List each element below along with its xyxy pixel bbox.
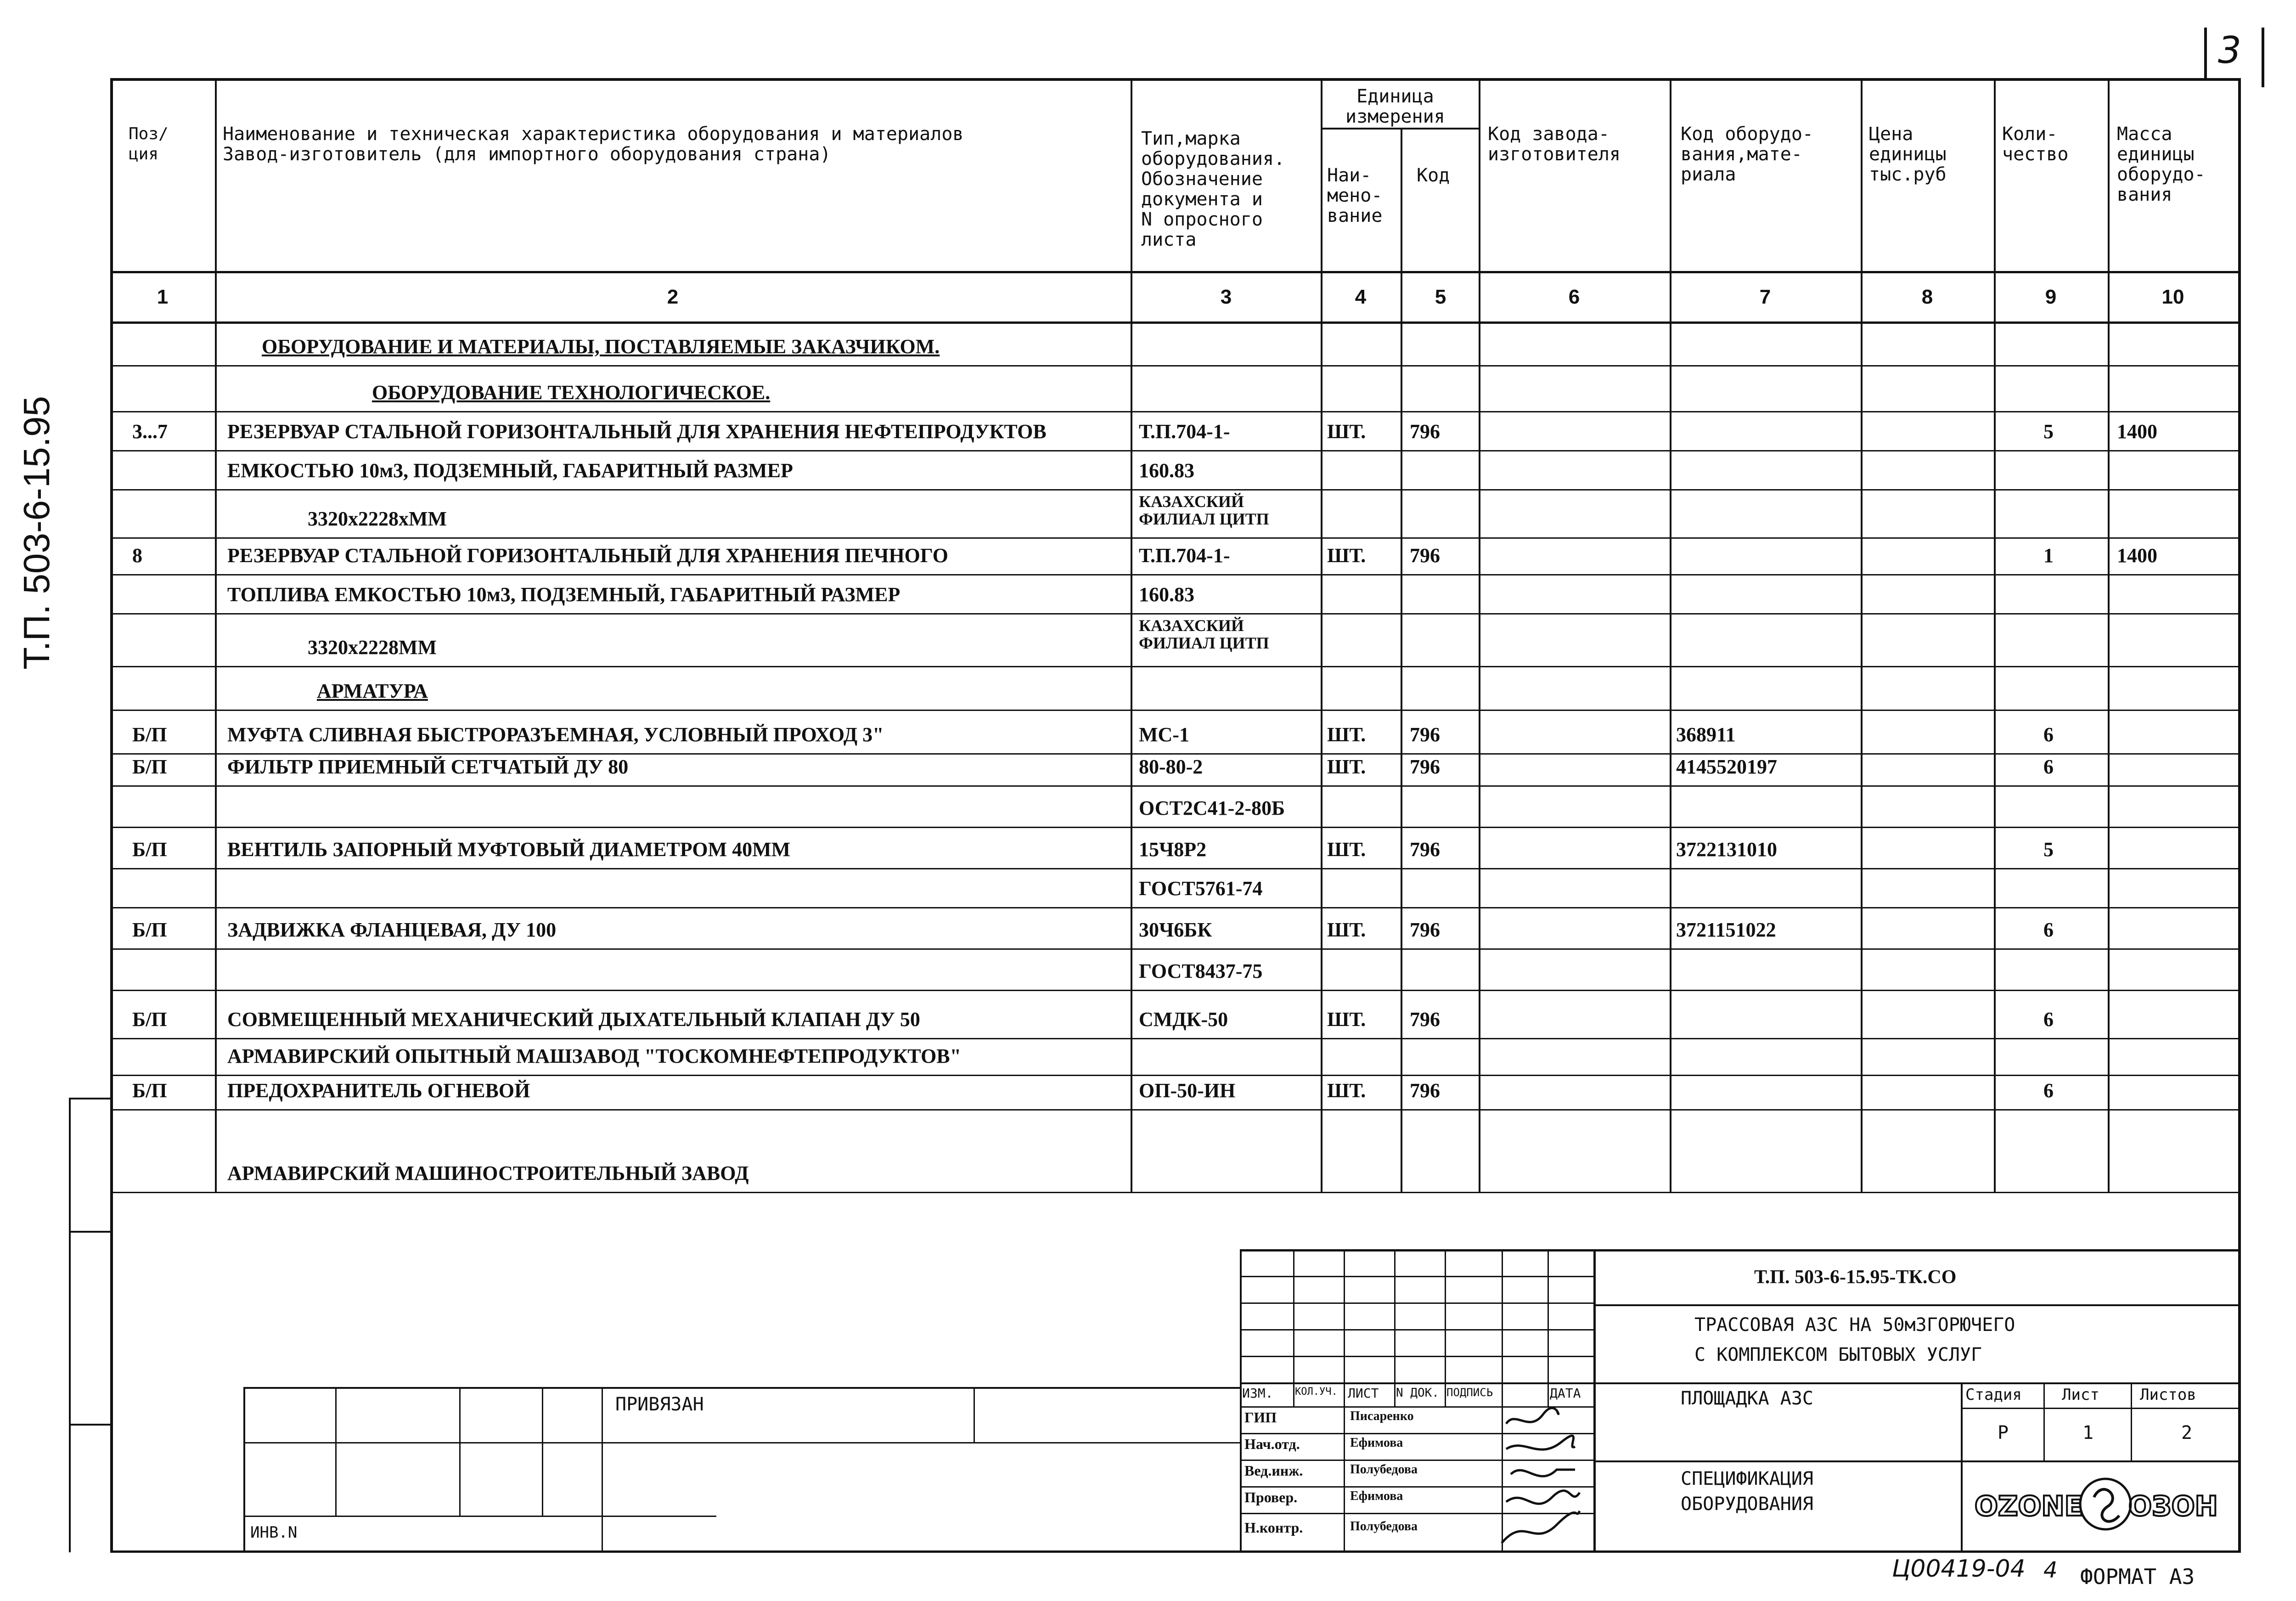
page-number: 3 — [2218, 29, 2241, 72]
svg-text:ОЗОН: ОЗОН — [2128, 1490, 2218, 1522]
inv-label: ИНВ.N — [250, 1523, 298, 1542]
row-quantity: 5 — [2043, 420, 2054, 443]
role-label: Нач.отд. — [1244, 1436, 1300, 1452]
header-quantity: Коли- чество — [2002, 124, 2069, 165]
doc-code: Т.П. 503-6-15.95-ТК.СО — [1754, 1267, 1957, 1288]
row-unit-code: 796 — [1410, 755, 1440, 778]
row-position: 8 — [132, 544, 142, 567]
row-name: 3320х2228хММ — [308, 507, 447, 530]
row-unit: ШТ. — [1327, 1008, 1366, 1031]
row-quantity: 5 — [2043, 838, 2054, 861]
row-position: Б/П — [132, 1008, 167, 1031]
bottom-handwritten-number: 4 — [2043, 1557, 2058, 1583]
column-number-5: 5 — [1435, 286, 1446, 308]
row-equipment-code: 3721151022 — [1676, 919, 1776, 941]
row-divider — [110, 411, 2241, 412]
row-name: АРМАВИРСКИЙ ОПЫТНЫЙ МАШЗАВОД "ТОСКОМНЕФТЕПРОДУКТОВ" — [227, 1045, 962, 1067]
privyazan-label: ПРИВЯЗАН — [615, 1394, 704, 1415]
row-position: Б/П — [132, 755, 167, 778]
column-number-2: 2 — [667, 286, 679, 308]
rev-head-list: ЛИСТ — [1348, 1386, 1379, 1401]
column-number-1: 1 — [157, 286, 169, 308]
row-divider — [110, 907, 2241, 908]
side-label: Т.П. 503-6-15.95 — [16, 396, 57, 670]
header-mass: Масса единицы оборудо- вания — [2117, 124, 2206, 205]
sheet-title-line2: ОБОРУДОВАНИЯ — [1681, 1494, 1813, 1515]
row-divider — [110, 785, 2241, 787]
row-divider — [110, 948, 2241, 950]
binding-strip-line-3 — [69, 1424, 113, 1426]
row-type: 160.83 — [1139, 583, 1194, 606]
row-divider — [110, 489, 2241, 490]
header-unit-code: Код — [1417, 165, 1450, 186]
page-number-bracket-left — [2204, 28, 2207, 78]
row-type: КАЗАХСКИЙ ФИЛИАЛ ЦИТП — [1139, 492, 1269, 528]
row-divider — [110, 1192, 2241, 1193]
row-name: ОБОРУДОВАНИЕ ТЕХНОЛОГИЧЕСКОЕ. — [372, 381, 771, 404]
role-person: Писаренко — [1350, 1409, 1414, 1423]
stage-value: Р — [1998, 1422, 2009, 1443]
row-divider — [110, 990, 2241, 991]
row-mass: 1400 — [2117, 420, 2157, 443]
row-name: 3320х2228ММ — [308, 636, 437, 659]
page-number-bracket-right — [2262, 28, 2264, 87]
row-name: МУФТА СЛИВНАЯ БЫСТРОРАЗЪЕМНАЯ, УСЛОВНЫЙ ПРОХОД 3" — [227, 723, 884, 746]
row-position: 3...7 — [132, 420, 168, 443]
rev-head-date: ДАТА — [1550, 1386, 1581, 1401]
row-quantity: 6 — [2043, 755, 2054, 778]
header-equipment-code: Код оборудо- вания,мате- риала — [1681, 124, 1813, 185]
signatures — [1497, 1405, 1681, 1552]
row-equipment-code: 4145520197 — [1676, 755, 1777, 778]
column-number-3: 3 — [1220, 286, 1232, 308]
row-unit-code: 796 — [1410, 1008, 1440, 1031]
column-number-7: 7 — [1759, 286, 1771, 308]
row-position: Б/П — [132, 838, 167, 861]
row-unit: ШТ. — [1327, 755, 1366, 778]
area-label: ПЛОЩАДКА АЗС — [1681, 1388, 1813, 1409]
row-type: 30Ч6БК — [1139, 919, 1212, 941]
row-divider — [110, 1038, 2241, 1039]
row-divider — [110, 710, 2241, 711]
row-name: ЗАДВИЖКА ФЛАНЦЕВАЯ, ДУ 100 — [227, 919, 557, 941]
sheets-label: Листов — [2140, 1386, 2196, 1404]
row-divider — [110, 1075, 2241, 1076]
row-mass: 1400 — [2117, 544, 2157, 567]
role-label: Провер. — [1244, 1489, 1298, 1505]
rev-head-ndoc: N ДОК. — [1396, 1386, 1439, 1400]
row-divider — [110, 574, 2241, 575]
header-name: Наименование и техническая характеристика оборудования и материалов Завод-изготовитель (для импортного оборудования страна) — [223, 124, 964, 165]
sheets-value: 2 — [2181, 1422, 2193, 1443]
rev-head-kolch: КОЛ.УЧ. — [1295, 1386, 1338, 1398]
row-unit-code: 796 — [1410, 723, 1440, 746]
row-unit-code: 796 — [1410, 919, 1440, 941]
row-quantity: 6 — [2043, 919, 2054, 941]
row-divider — [110, 613, 2241, 614]
header-mfr-code: Код завода- изготовителя — [1488, 124, 1621, 165]
header-position: Поз/ ция — [129, 124, 169, 163]
project-title-line1: ТРАССОВАЯ АЗС НА 50м3ГОРЮЧЕГО — [1694, 1314, 2015, 1336]
header-unit-name: Наи- мено- вание — [1327, 165, 1383, 226]
sheet-value: 1 — [2082, 1422, 2094, 1443]
row-quantity: 6 — [2043, 1079, 2054, 1102]
binding-strip-left — [69, 1098, 71, 1552]
row-divider — [110, 450, 2241, 451]
row-equipment-code: 3722131010 — [1676, 838, 1777, 861]
stage-label: Стадия — [1965, 1386, 2022, 1404]
row-name: ВЕНТИЛЬ ЗАПОРНЫЙ МУФТОВЫЙ ДИАМЕТРОМ 40ММ — [227, 838, 791, 861]
rev-head-sign: ПОДПИСЬ — [1446, 1386, 1493, 1399]
row-unit-code: 796 — [1410, 1079, 1440, 1102]
role-person: Полубедова — [1350, 1462, 1418, 1477]
row-unit: ШТ. — [1327, 420, 1366, 443]
row-divider — [110, 537, 2241, 539]
role-label: Вед.инж. — [1244, 1462, 1303, 1479]
role-person: Полубедова — [1350, 1519, 1418, 1533]
row-divider — [110, 753, 2241, 755]
row-type: ГОСТ5761-74 — [1139, 877, 1263, 900]
row-name: ЕМКОСТЬЮ 10м3, ПОДЗЕМНЫЙ, ГАБАРИТНЫЙ РАЗМЕР — [227, 459, 793, 482]
row-type: ГОСТ8437-75 — [1139, 960, 1263, 982]
row-quantity: 1 — [2043, 544, 2054, 567]
row-divider — [110, 827, 2241, 828]
row-unit-code: 796 — [1410, 838, 1440, 861]
svg-text:OZONE: OZONE — [1975, 1490, 2083, 1522]
title-block — [110, 1249, 2241, 1552]
row-type: ОСТ2С41-2-80Б — [1139, 797, 1285, 819]
row-name: СОВМЕЩЕННЫЙ МЕХАНИЧЕСКИЙ ДЫХАТЕЛЬНЫЙ КЛАПАН ДУ 50 — [227, 1008, 920, 1031]
row-name: РЕЗЕРВУАР СТАЛЬНОЙ ГОРИЗОНТАЛЬНЫЙ ДЛЯ ХРАНЕНИЯ ПЕЧНОГО — [227, 544, 949, 567]
sheet-label: Лист — [2062, 1386, 2099, 1404]
row-type: СМДК-50 — [1139, 1008, 1228, 1031]
row-name: АРМАВИРСКИЙ МАШИНОСТРОИТЕЛЬНЫЙ ЗАВОД — [227, 1162, 749, 1184]
row-name: РЕЗЕРВУАР СТАЛЬНОЙ ГОРИЗОНТАЛЬНЫЙ ДЛЯ ХРАНЕНИЯ НЕФТЕПРОДУКТОВ — [227, 420, 1047, 443]
row-unit: ШТ. — [1327, 919, 1366, 941]
row-type: 15Ч8Р2 — [1139, 838, 1207, 861]
row-type: МС-1 — [1139, 723, 1189, 746]
row-unit: ШТ. — [1327, 1079, 1366, 1102]
row-quantity: 6 — [2043, 723, 2054, 746]
row-divider — [110, 365, 2241, 366]
column-number-9: 9 — [2045, 286, 2057, 308]
header-unit-group: Единица измерения — [1345, 86, 1445, 127]
binding-strip-line-1 — [69, 1098, 113, 1099]
row-divider — [110, 1109, 2241, 1111]
row-type: ОП-50-ИН — [1139, 1079, 1236, 1102]
project-title-line2: С КОМПЛЕКСОМ БЫТОВЫХ УСЛУГ — [1694, 1344, 1982, 1365]
row-divider — [110, 666, 2241, 667]
column-number-4: 4 — [1355, 286, 1367, 308]
bottom-handwritten-code: Ц00419-04 — [1892, 1555, 2026, 1583]
row-unit: ШТ. — [1327, 838, 1366, 861]
row-name: ФИЛЬТР ПРИЕМНЫЙ СЕТЧАТЫЙ ДУ 80 — [227, 755, 629, 778]
row-position: Б/П — [132, 723, 167, 746]
column-number-6: 6 — [1568, 286, 1580, 308]
role-label: ГИП — [1244, 1409, 1277, 1426]
binding-strip-line-2 — [69, 1231, 113, 1233]
row-unit-code: 796 — [1410, 420, 1440, 443]
row-divider — [110, 868, 2241, 869]
row-type: 80-80-2 — [1139, 755, 1203, 778]
row-type: КАЗАХСКИЙ ФИЛИАЛ ЦИТП — [1139, 616, 1269, 652]
rev-head-izm: ИЗМ. — [1242, 1386, 1273, 1401]
sheet-title-line1: СПЕЦИФИКАЦИЯ — [1681, 1468, 1813, 1489]
format-label: ФОРМАТ А3 — [2080, 1564, 2195, 1589]
row-position: Б/П — [132, 919, 167, 941]
row-unit-code: 796 — [1410, 544, 1440, 567]
row-type: 160.83 — [1139, 459, 1194, 482]
header-price: Цена единицы тыс.руб — [1869, 124, 1947, 185]
header-type: Тип,марка оборудования. Обозначение документа и N опросного листа — [1141, 128, 1285, 250]
row-unit: ШТ. — [1327, 544, 1366, 567]
row-type: Т.П.704-1- — [1139, 544, 1230, 567]
row-name: ПРЕДОХРАНИТЕЛЬ ОГНЕВОЙ — [227, 1079, 530, 1102]
row-equipment-code: 368911 — [1676, 723, 1736, 746]
role-person: Ефимова — [1350, 1436, 1403, 1450]
column-number-10: 10 — [2161, 286, 2184, 308]
row-name: АРМАТУРА — [317, 680, 428, 702]
column-number-8: 8 — [1921, 286, 1933, 308]
row-type: Т.П.704-1- — [1139, 420, 1230, 443]
ozone-logo — [1970, 1470, 2236, 1539]
row-quantity: 6 — [2043, 1008, 2054, 1031]
role-person: Ефимова — [1350, 1489, 1403, 1503]
row-position: Б/П — [132, 1079, 167, 1102]
role-label: Н.контр. — [1244, 1519, 1303, 1536]
row-unit: ШТ. — [1327, 723, 1366, 746]
row-name: ОБОРУДОВАНИЕ И МАТЕРИАЛЫ, ПОСТАВЛЯЕМЫЕ ЗАКАЗЧИКОМ. — [262, 335, 940, 358]
row-name: ТОПЛИВА ЕМКОСТЬЮ 10м3, ПОДЗЕМНЫЙ, ГАБАРИТНЫЙ РАЗМЕР — [227, 583, 900, 606]
